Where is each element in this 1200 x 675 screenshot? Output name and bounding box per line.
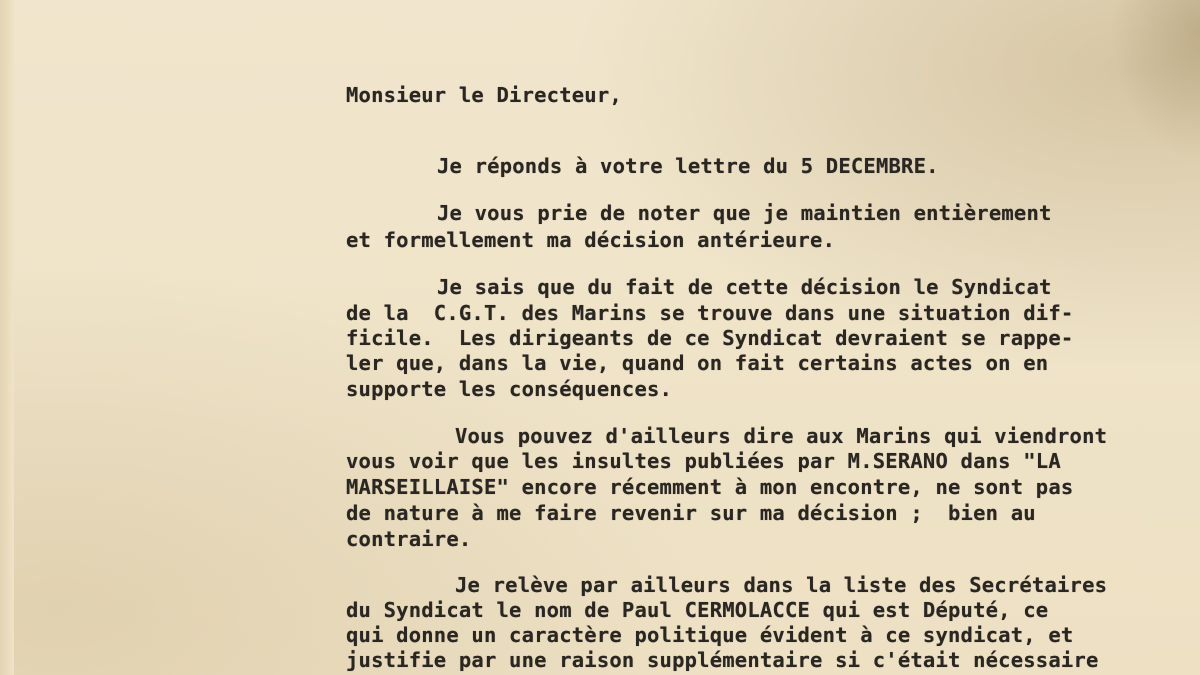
letter-line: de la C.G.T. des Marins se trouve dans une situation dif- — [346, 301, 1074, 325]
letter-line: contraire. — [346, 527, 472, 551]
paper-left-edge — [0, 0, 14, 675]
letter-line: Je relève par ailleurs dans la liste des Secrétaires — [455, 573, 1108, 597]
letter-line: ficile. Les dirigeants de ce Syndicat devraient se rappe- — [346, 326, 1074, 350]
letter-line: vous voir que les insultes publiées par M.SERANO dans "LA — [346, 449, 1061, 473]
letter-line: de nature à me faire revenir sur ma décision ; bien au — [346, 501, 1036, 525]
letter-line: Je réponds à votre lettre du 5 DECEMBRE. — [437, 154, 939, 178]
letter-line: qui donne un caractère politique évident à ce syndicat, et — [346, 623, 1074, 647]
letter-line: ler que, dans la vie, quand on fait certains actes on en — [346, 351, 1049, 375]
letter-line: justifie par une raison supplémentaire si c'était nécessaire — [346, 648, 1099, 672]
letter-line: Je sais que du fait de cette décision le Syndicat — [437, 275, 1052, 299]
paper-corner-stain — [1110, 0, 1200, 160]
letter-line: Je vous prie de noter que je maintien entièrement — [437, 201, 1052, 225]
letter-line: MARSEILLAISE" encore récemment à mon encontre, ne sont pas — [346, 475, 1074, 499]
letter-line: supporte les conséquences. — [346, 377, 673, 401]
letter-line: du Syndicat le nom de Paul CERMOLACCE qui est Député, ce — [346, 598, 1049, 622]
letter-line: Vous pouvez d'ailleurs dire aux Marins qui viendront — [455, 424, 1108, 448]
letter-line: et formellement ma décision antérieure. — [346, 228, 836, 252]
letter-salutation: Monsieur le Directeur, — [346, 83, 622, 107]
